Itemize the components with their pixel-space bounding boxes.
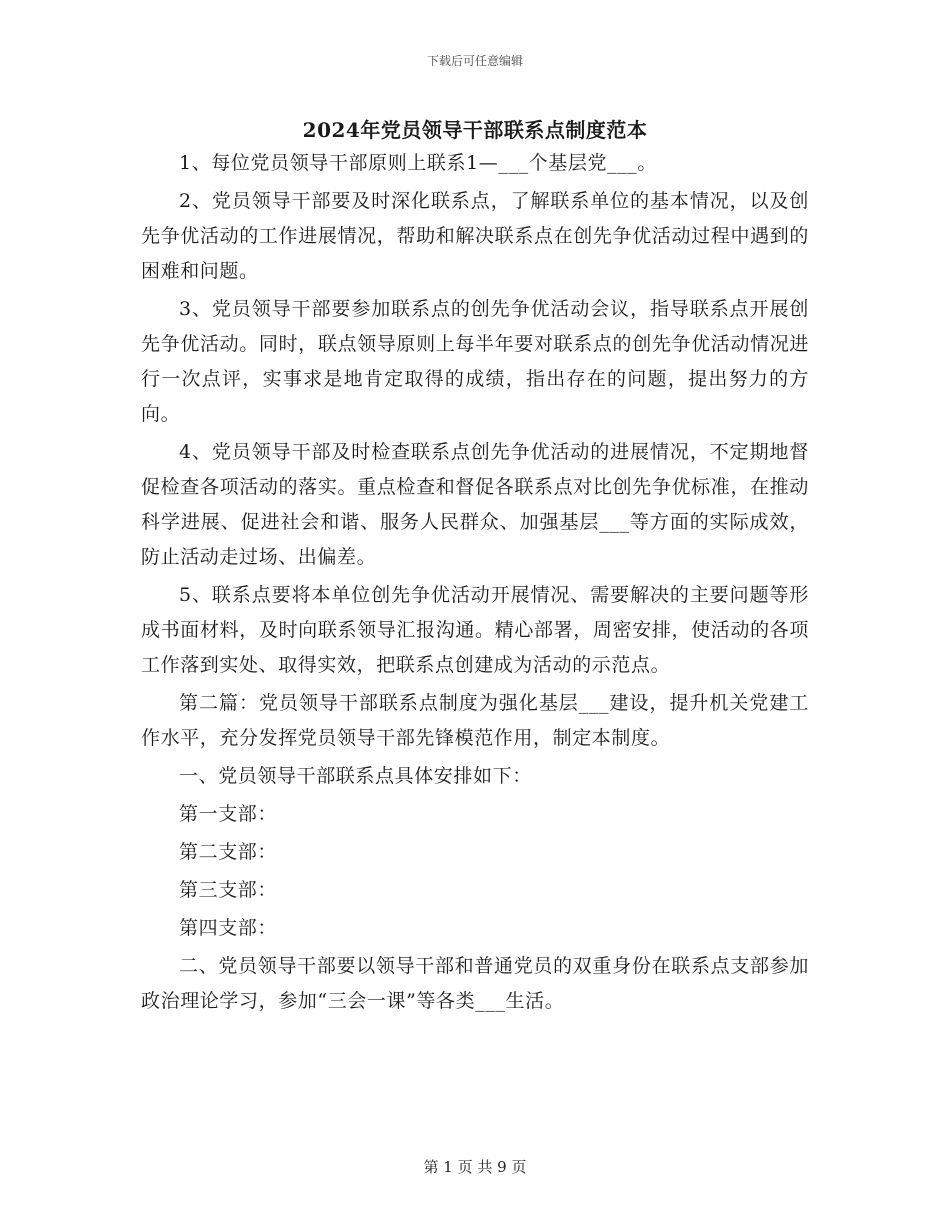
paragraph-branch-4: 第四支部： [179,917,278,939]
paragraph-2: 2、党员领导干部要及时深化联系点，了解联系单位的基本情况，以及创先争优活动的工作进展情况，帮助和解决联系点在创先争优活动过程中遇到的困难和问题。 [141,190,809,282]
paragraph-4: 4、党员领导干部及时检查联系点创先争优活动的进展情况，不定期地督促检查各项活动的落实。重点检查和督促各联系点对比创先争优标准，在推动科学进展、促进社会和谐、服务人民群众、加强基层___等方面的实际成效，防止活动走过场、出偏差。 [141,441,809,568]
paragraph-5: 5、联系点要将本单位创先争优活动开展情况、需要解决的主要问题等形成书面材料，及时向联系领导汇报沟通。精心部署，周密安排，使活动的各项工作落到实处、取得实效，把联系点创建成为活动的示范点。 [141,584,809,676]
paragraph-arrangement-heading: 一、党员领导干部联系点具体安排如下： [179,765,532,787]
paragraph-branch-3: 第三支部： [179,879,278,901]
paragraph-dual-identity: 二、党员领导干部要以领导干部和普通党员的双重身份在联系点支部参加政治理论学习，参加“三会一课”等各类___生活。 [141,955,809,1012]
page-number: 第 1 页 共 9 页 [423,1158,527,1176]
document-body [141,146,809,1022]
paragraph-3: 3、党员领导干部要参加联系点的创先争优活动会议，指导联系点开展创先争优活动。同时，联点领导原则上每半年要对联系点的创先争优活动情况进行一次点评，实事求是地肯定取得的成绩，指出存在的问题，提出努力的方向。 [141,298,809,425]
paragraph-second-part: 第二篇：党员领导干部联系点制度为强化基层___建设，提升机关党建工作水平，充分发挥党员领导干部先锋模范作用，制定本制度。 [141,692,809,749]
header-note: 下载后可任意编辑 [426,54,523,68]
document-title: 2024年党员领导干部联系点制度范本 [302,118,648,142]
paragraph-1: 1、每位党员领导干部原则上联系1—___个基层党___。 [179,152,657,174]
paragraph-branch-1: 第一支部： [179,803,278,825]
paragraph-branch-2: 第二支部： [179,841,278,863]
